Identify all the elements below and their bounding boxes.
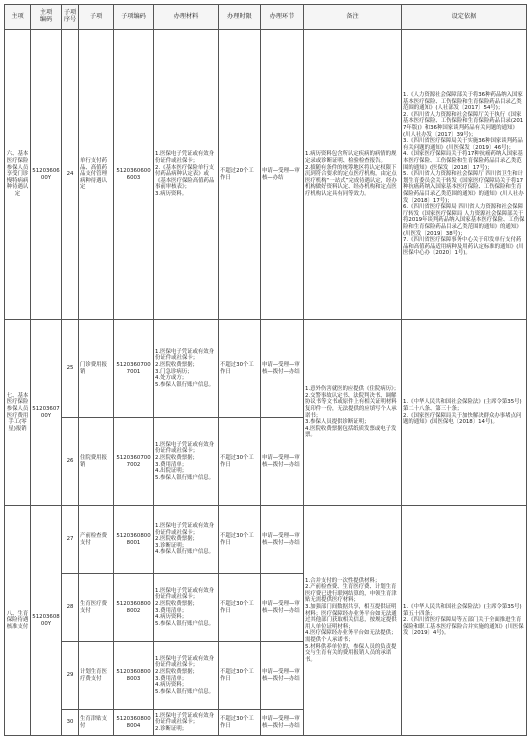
sub-no-cell: 27 bbox=[62, 506, 79, 574]
basis-cell: 1.《人力资源社会保障部关于将36种药品纳入国家基本医疗保险、工伤保险和生育保险药品目录乙类范围的通知》(人社部发〔2017〕54号)； 2.《四川省人力资源和社会保障厅关于执行《国家基本医疗保险、工伤保险和生育保险药品目录(2017年版)》和36种国家谈判药品有关问题的通知》(川人社办发〔2017〕39号)； 3.《四川省医疗保障局关于实施36种国家谈判药品有关问题的通知》(川医保发〔2019〕46号)； 4.《国家医疗保障局关于将17种抗癌药纳入国家基本医疗保险、工伤保险和生育保险药品目录乙类范围的通知》(医保发〔2018〕17号)； 5.《四川省人力资源和社会保障厅 四川省卫生和计划生育委员会关于转发《国家医疗保障局关于将17种抗癌药纳入国家基本医疗保险、工伤保险和生育保险药品目录乙类范围的通知》的通知》(川人社办发〔2018〕17号)； 6.《四川省医疗保障局 四川省人力资源和社会保障厅转发《国家医疗保障局 人力资源社会保障部关于将2019年谈判药品纳入国家基本医疗保险、工伤保险和生育保险药品目录乙类范围的通知》的通知》(川医发〔2019〕38号)； 7.《四川省医疗保障事务中心关于印发单行支付药品和高值药品适用病种及用药认定标准的通知》(川医保中心办〔2020〕1号)。 bbox=[402, 30, 527, 320]
header-materials: 办理材料 bbox=[154, 5, 219, 30]
materials-cell: 1.医保电子凭证或有效身份证件或社保卡； 2.医院收费票据； 3.门急诊病历； 4.处方或方； 5.参保人银行账户信息。 bbox=[154, 320, 219, 418]
theme-code-cell: 5120360600Y bbox=[31, 30, 62, 320]
time-cell: 不超过20个工作日 bbox=[219, 30, 261, 320]
sub-no-cell: 29 bbox=[62, 642, 79, 710]
service-items-table bbox=[4, 4, 527, 736]
sub-code-cell: 5120360800 8004 bbox=[114, 710, 154, 736]
header-sub-no: 子项 序号 bbox=[62, 5, 79, 30]
time-cell: 不超过30个工作日 bbox=[219, 642, 261, 710]
remarks-cell: 1.合并支付的一次性提供材料； 2.产前检查费、生育医疗费、计划生育医疗费已进行联网结算的，申领生育津贴无需提供医疗材料； 3.加强部门间数据共享，相互提供证明材料；医疗保障经办业务平台如无法通过其他部门获取相关信息，按规定提供用人单位证明材料； 4.医疗保障经办业务平台如无法提供；需提供个人承诺书； 5.材料供养单位的，参保人员的负责提交与生育有关的费用报销人员的承诺书。 bbox=[304, 506, 402, 736]
time-cell: 不超过30个工作日 bbox=[219, 574, 261, 642]
theme-cell: 七、基本医疗保险参保人员医疗费用手工(零星)报销 bbox=[5, 320, 31, 506]
basis-cell: 1.《中华人民共和国社会保险法》(主席令第35号)第二十八条、第三十条； 2.《国家医疗保障局关于加快解决群众办事堵点问题的通知》(国医保电〔2018〕14号)。 bbox=[402, 320, 527, 506]
basis-cell: 1.《中华人民共和国社会保险法》(主席令第35号)第五十四条； 2.《四川省医疗保障局等五部门关于全面推进生育保险和职工基本医疗保险合并实施的通知》(川医保发〔2019〕4号)。 bbox=[402, 506, 527, 736]
sub-no-cell: 26 bbox=[62, 418, 79, 506]
process-cell: 申请—受理—审核—拨付—办结 bbox=[261, 710, 304, 736]
sub-name-cell: 门诊费用报销 bbox=[79, 320, 114, 418]
process-cell: 申请—受理—审核—拨付—办结 bbox=[261, 506, 304, 574]
header-sub-code: 子项编码 bbox=[114, 5, 154, 30]
header-remarks: 备注 bbox=[304, 5, 402, 30]
table-row bbox=[5, 506, 527, 574]
theme-code-cell: 5120360800Y bbox=[31, 506, 62, 736]
sub-name-cell: 产前检查费支付 bbox=[79, 506, 114, 574]
sub-code-cell: 5120360600 6003 bbox=[114, 30, 154, 320]
table-row bbox=[5, 30, 527, 320]
materials-cell: 1.医保电子凭证或有效身份证件或社保卡； 2.医院收费票据； 3.费用清单； 4.出院证明； 5.参保人银行账户信息。 bbox=[154, 418, 219, 506]
time-cell: 不超过30个工作日 bbox=[219, 320, 261, 418]
sub-code-cell: 5120360800 8001 bbox=[114, 506, 154, 574]
theme-cell: 八、生育保险待遇核准支付 bbox=[5, 506, 31, 736]
sub-no-cell: 30 bbox=[62, 710, 79, 736]
sub-no-cell: 28 bbox=[62, 574, 79, 642]
materials-cell: 1.医保电子凭证或有效身份证件或社保卡； 2.《基本医疗保险单行支付药品病种认定表》或《基本医疗保险高值药品事前审核表》； 3.病历资料。 bbox=[154, 30, 219, 320]
process-cell: 申请—受理—审核—拨付—办结 bbox=[261, 418, 304, 506]
header-sub: 子项 bbox=[79, 5, 114, 30]
header-theme: 主项 bbox=[5, 5, 31, 30]
materials-cell: 1.医保电子凭证或有效身份证件或社保卡； 2.医院收费票据； 3.费用清单； 4.病历资料； 5.参保人银行账户信息。 bbox=[154, 642, 219, 710]
sub-no-cell: 25 bbox=[62, 320, 79, 418]
time-cell: 不超过30个工作日 bbox=[219, 418, 261, 506]
header-basis: 设定依据 bbox=[402, 5, 527, 30]
sub-code-cell: 5120360800 8003 bbox=[114, 642, 154, 710]
table-row bbox=[5, 320, 527, 418]
sub-name-cell: 住院费用报销 bbox=[79, 418, 114, 506]
theme-cell: 六、基本医疗保险参保人员享受门诊慢特病病种待遇认定 bbox=[5, 30, 31, 320]
header-time: 办理时限 bbox=[219, 5, 261, 30]
header-row bbox=[5, 5, 527, 30]
process-cell: 申请—受理—审核—拨付—办结 bbox=[261, 320, 304, 418]
materials-cell: 1.医保电子凭证或有效身份证件或社保卡； 2.诊断证明； bbox=[154, 710, 219, 736]
sub-code-cell: 5120360800 8002 bbox=[114, 574, 154, 642]
sub-name-cell: 计划生育医疗费支付 bbox=[79, 642, 114, 710]
process-cell: 申请—受理—审核—拨付—办结 bbox=[261, 574, 304, 642]
time-cell: 不超过30个工作日 bbox=[219, 710, 261, 736]
sub-code-cell: 5120360700 7001 bbox=[114, 320, 154, 418]
header-theme-code: 主项 编码 bbox=[31, 5, 62, 30]
materials-cell: 1.医保电子凭证或有效身份证件或社保卡； 2.医院收费票据； 3.费用清单； 4.病历资料； 5.参保人银行账户信息。 bbox=[154, 574, 219, 642]
header-process: 办理环节 bbox=[261, 5, 304, 30]
remarks-cell: 1.意外伤害就医的应提供《住院病历》；2.交警事故认定书、法院判决书、调解协议书等文书或原件上有相关证明材料复印件一份，无法提供的应填写个人承诺书； 3.参保人员提供诊断证明； 4.医院收费票据包括纸质发票或电子发票。 bbox=[304, 320, 402, 506]
sub-code-cell: 5120360700 7002 bbox=[114, 418, 154, 506]
sub-name-cell: 生育津贴支付 bbox=[79, 710, 114, 736]
theme-code-cell: 5120360700Y bbox=[31, 320, 62, 506]
materials-cell: 1.医保电子凭证或有效身份证件或社保卡； 2.医院收费票据； 3.诊断证明； 4.参保人银行账户信息。 bbox=[154, 506, 219, 574]
sub-no-cell: 24 bbox=[62, 30, 79, 320]
process-cell: 申请—受理—审核—拨付—办结 bbox=[261, 642, 304, 710]
time-cell: 不超过30个工作日 bbox=[219, 506, 261, 574]
remarks-cell: 1.病历资料包含所认定疾病的病情的规定录或诊断证明、检验检查报告。 2.拔随有条件的统筹地区将认定权限下沉到符合要求的定点医疗机构，由定点医疗机构“一站式”完成待遇认定，经办机构做好资料认定、经办机构和定点医疗机构认定具有同等效力。 bbox=[304, 30, 402, 320]
sub-name-cell: 单行支付药品、高值药品支付管理病种待遇认定 bbox=[79, 30, 114, 320]
process-cell: 申请—受理—审核—办结 bbox=[261, 30, 304, 320]
sub-name-cell: 生育医疗费支付 bbox=[79, 574, 114, 642]
